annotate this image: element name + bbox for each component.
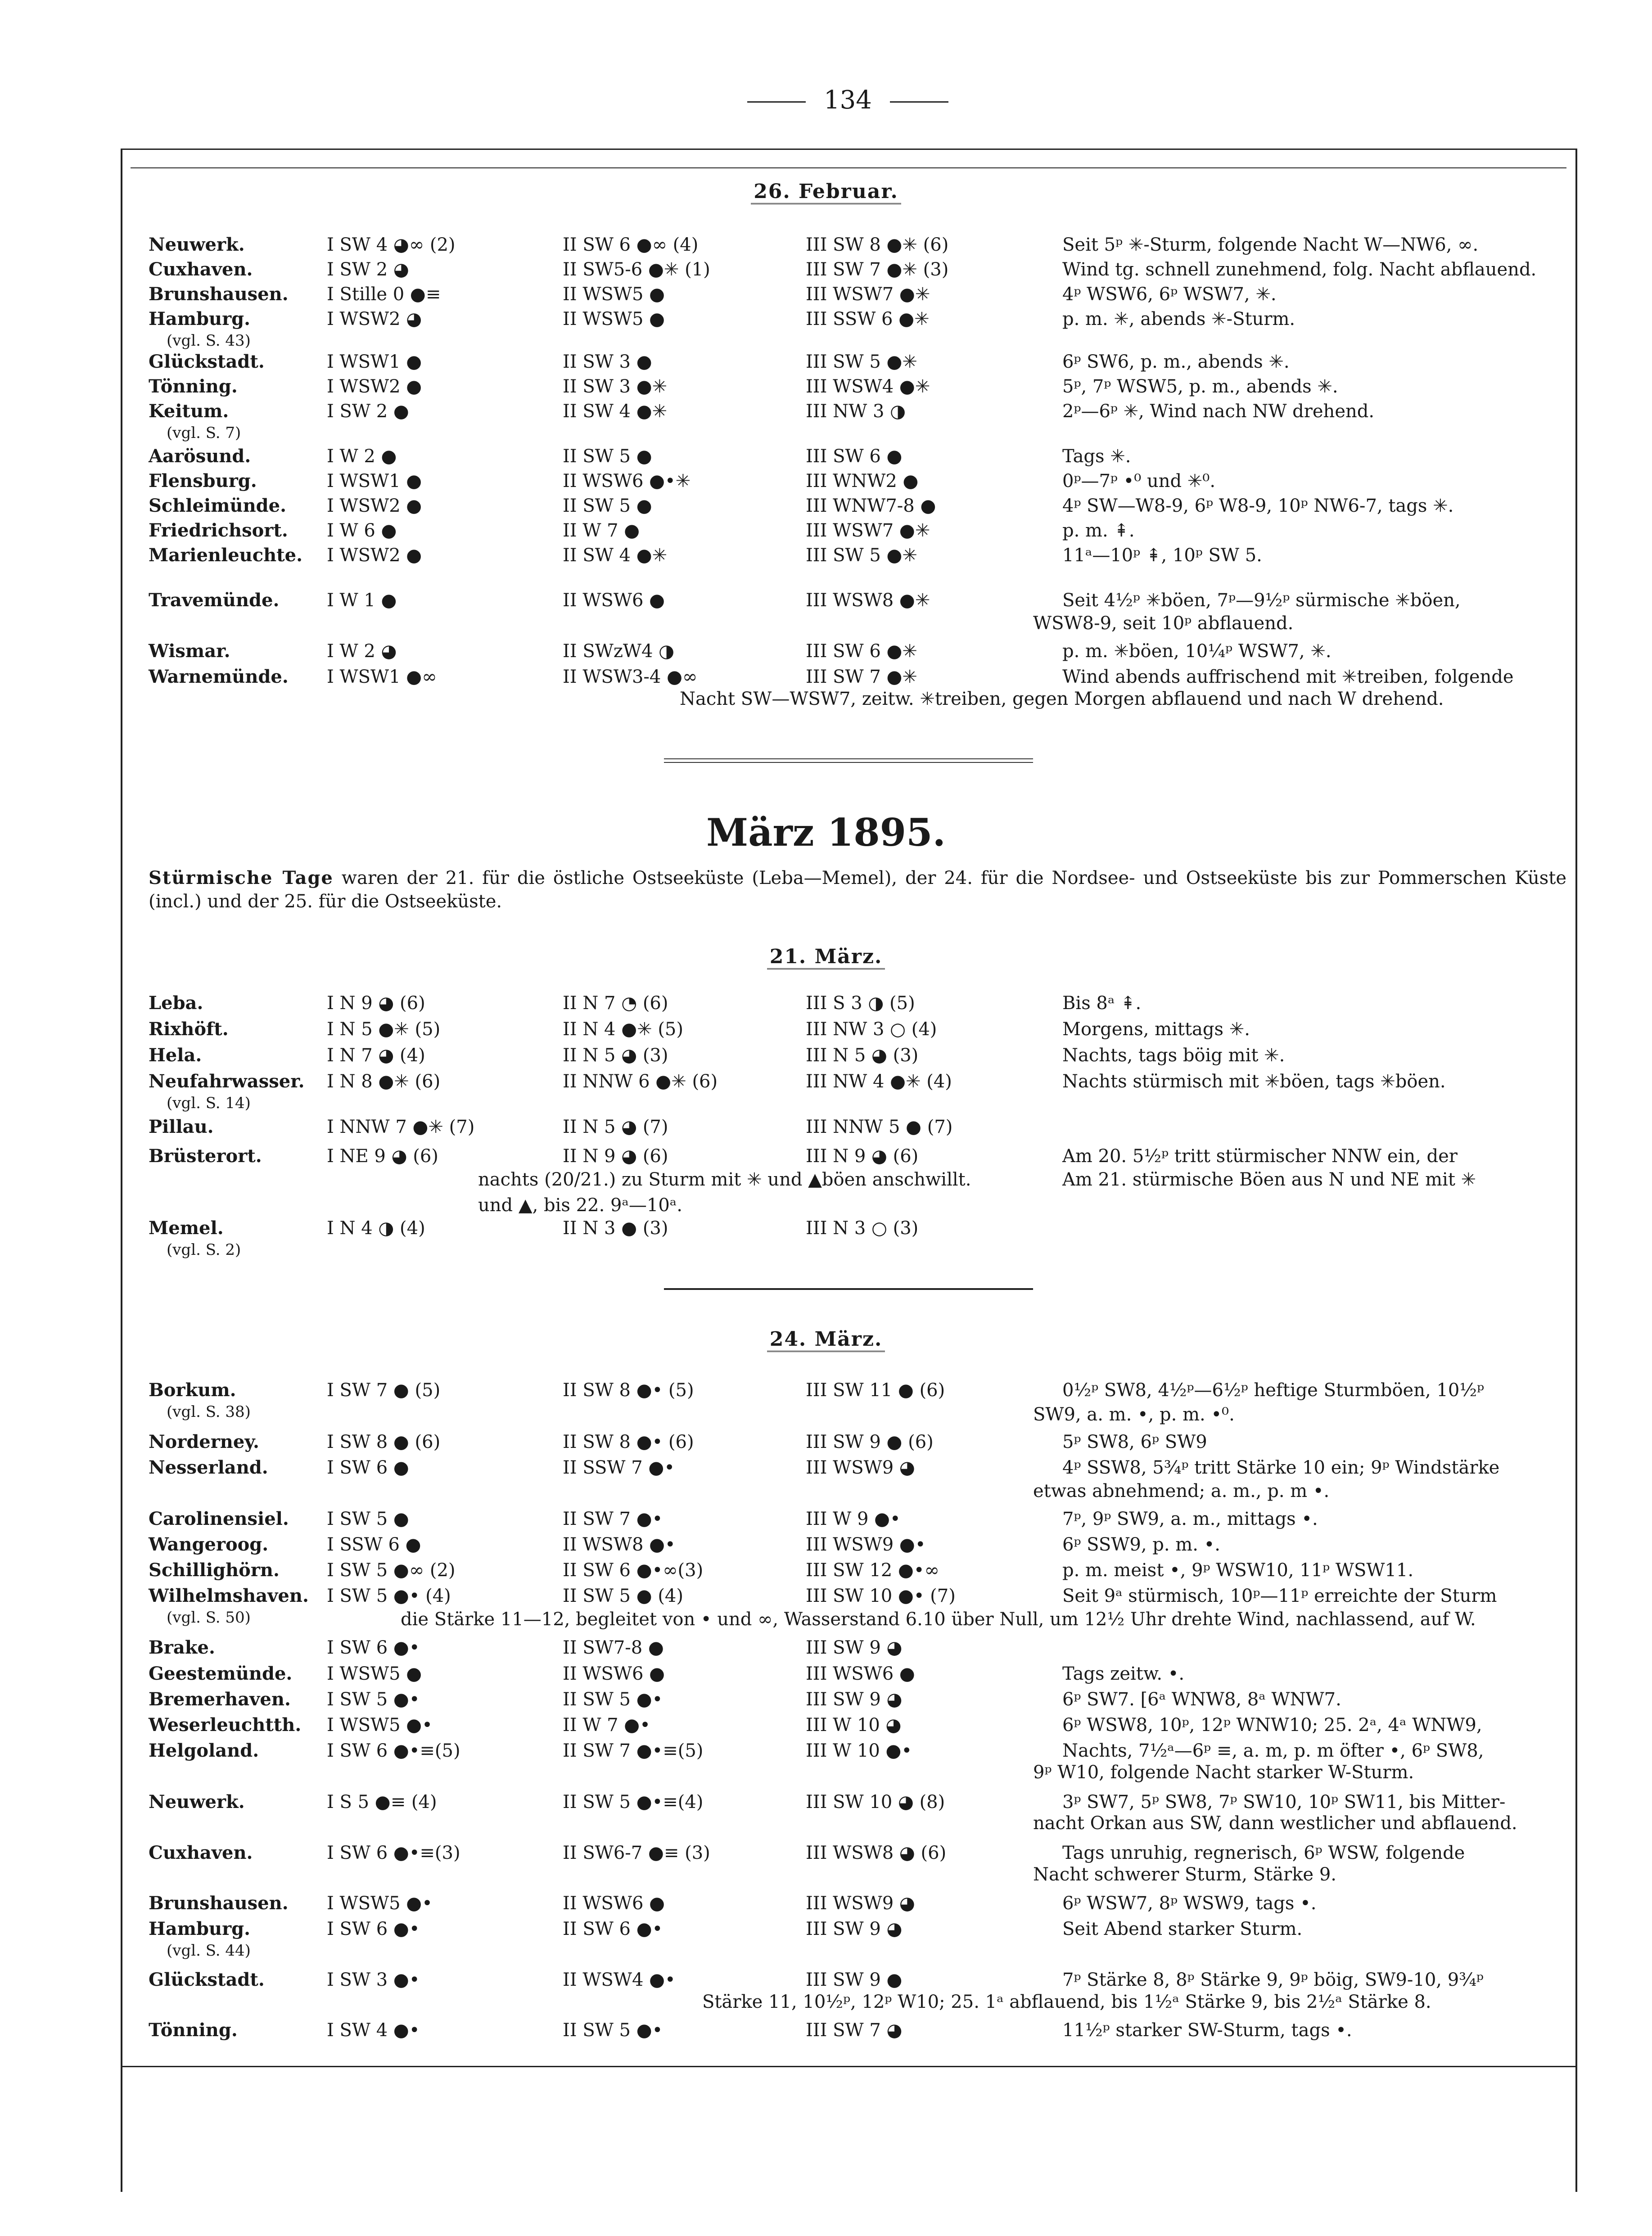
table-row — [0, 1890, 1652, 1916]
obs-midday: II N 4 ●✳ (5) — [563, 1019, 683, 1040]
obs-midday: II WSW4 ●• — [563, 1970, 676, 1990]
station-name: Pillau. — [149, 1116, 214, 1137]
remark: Tags unruhig, regnerisch, 6ᵖ WSW, folgende — [1062, 1843, 1465, 1863]
obs-midday: II SSW 7 ●• — [563, 1457, 675, 1478]
obs-midday: II SW 5 ● — [563, 496, 652, 516]
remark: 7ᵖ Stärke 8, 8ᵖ Stärke 9, 9ᵖ böig, SW9-10, 9¾ᵖ — [1062, 1970, 1484, 1990]
page-number-text: 134 — [824, 86, 872, 115]
obs-midday: II SW 3 ●✳ — [563, 376, 668, 397]
station-name: Travemünde. — [149, 590, 280, 611]
obs-evening: III WNW7-8 ● — [806, 496, 936, 516]
obs-evening: III WSW8 ●✳ — [806, 590, 930, 611]
obs-evening: III SW 9 ● — [806, 1970, 903, 1990]
obs-morning: I WSW1 ● — [327, 471, 422, 491]
table-row — [0, 1429, 1652, 1455]
station-name: Leba. — [149, 992, 203, 1014]
table-row — [0, 398, 1652, 442]
cuxhaven-remark-continuation: Nacht schwerer Sturm, Stärke 9. — [1033, 1864, 1336, 1885]
obs-midday: II N 7 ◔ (6) — [563, 993, 668, 1014]
obs-midday: II N 5 ◕ (3) — [563, 1045, 668, 1066]
storm-days-label: Stürmische Tage — [149, 867, 334, 888]
frame-top-rule — [121, 149, 1577, 150]
obs-midday: II N 9 ◕ (6) — [563, 1146, 668, 1167]
storm-days-text: waren der 21. für die östliche Ostseeküste (Leba—Memel), der 24. für die Nordsee- und Ostseeküste bis zur Pommerschen Küste (incl.) und der 25. für die Ostseeküste. — [149, 868, 1566, 912]
table-row — [0, 1557, 1652, 1583]
obs-morning: I W 2 ● — [327, 446, 397, 467]
table-row — [0, 1789, 1652, 1815]
obs-midday: II SW 5 ●• — [563, 1689, 663, 1710]
station-reference: (vgl. S. 43) — [167, 332, 251, 350]
table-row — [0, 638, 1652, 664]
storm-days-intro — [149, 866, 1566, 913]
obs-morning: I N 7 ◕ (4) — [327, 1045, 425, 1066]
remark: Nachts, 7½ᵃ—6ᵖ ≡, a. m, p. m öfter •, 6ᵖ SW8, — [1062, 1740, 1484, 1761]
station-name: Schleimünde. — [149, 495, 286, 516]
table-row — [0, 587, 1652, 613]
obs-morning: I SW 6 ●• — [327, 1919, 420, 1939]
table-row — [0, 1532, 1652, 1558]
remark: Seit 5ᵖ ✳-Sturm, folgende Nacht W—NW6, ∞. — [1062, 234, 1479, 255]
obs-morning: I N 4 ◑ (4) — [327, 1218, 425, 1239]
obs-evening: III N 5 ◕ (3) — [806, 1045, 919, 1066]
obs-evening: III WNW2 ● — [806, 471, 919, 491]
obs-midday: II WSW8 ●• — [563, 1534, 676, 1555]
remark: Nachts stürmisch mit ✳böen, tags ✳böen. — [1062, 1071, 1446, 1092]
station-reference: (vgl. S. 7) — [167, 424, 241, 442]
obs-morning: I SW 4 ●• — [327, 2020, 420, 2041]
glueckstadt-remark-continuation: Stärke 11, 10½ᵖ, 12ᵖ W10; 25. 1ᵃ abflauend, bis 1½ᵃ Stärke 9, bis 2½ᵃ Stärke 8. — [702, 1992, 1431, 2012]
table-row — [0, 2017, 1652, 2043]
station-name: Helgoland. — [149, 1740, 259, 1761]
station-name: Borkum. — [149, 1379, 236, 1401]
station-name: Tönning. — [149, 2020, 238, 2041]
obs-midday: II SW 5 ● — [563, 446, 652, 467]
table-row — [0, 443, 1652, 469]
station-reference: (vgl. S. 44) — [167, 1942, 251, 1960]
remark: p. m. ✳, abends ✳-Sturm. — [1062, 309, 1295, 329]
bruesterort-remark-line2-right: Am 21. stürmische Böen aus N und NE mit ✳ — [1062, 1169, 1476, 1190]
station-name: Warnemünde. — [149, 666, 289, 687]
remark: Morgens, mittags ✳. — [1062, 1019, 1250, 1040]
obs-evening: III S 3 ◑ (5) — [806, 993, 915, 1014]
remark: 6ᵖ SW6, p. m., abends ✳. — [1062, 352, 1290, 372]
obs-morning: I SSW 6 ● — [327, 1534, 421, 1555]
table-row — [0, 493, 1652, 519]
obs-midday: II N 3 ● (3) — [563, 1218, 668, 1239]
remark: 2ᵖ—6ᵖ ✳, Wind nach NW drehend. — [1062, 401, 1375, 422]
table-row — [0, 1916, 1652, 1960]
obs-midday: II SW 4 ●✳ — [563, 401, 668, 422]
obs-morning: I WSW5 ●• — [327, 1715, 433, 1736]
obs-evening: III SW 8 ●✳ (6) — [806, 234, 949, 255]
station-name: Weserleuchtth. — [149, 1714, 302, 1736]
obs-evening: III SW 10 ●• (7) — [806, 1586, 956, 1606]
obs-evening: III NW 3 ○ (4) — [806, 1019, 937, 1040]
station-name: Cuxhaven. — [149, 259, 253, 280]
station-name: Neufahrwasser. — [149, 1071, 305, 1092]
station-name: Geestemünde. — [149, 1663, 293, 1684]
remark: 11½ᵖ starker SW-Sturm, tags •. — [1062, 2020, 1352, 2041]
obs-morning: I SW 5 ● — [327, 1509, 409, 1529]
station-name: Glückstadt. — [149, 351, 265, 372]
obs-morning: I WSW1 ● — [327, 352, 422, 372]
helgoland-remark-continuation: 9ᵖ W10, folgende Nacht starker W-Sturm. — [1033, 1762, 1414, 1783]
station-name: Schillighörn. — [149, 1560, 280, 1581]
station-name: Norderney. — [149, 1431, 259, 1452]
table-row — [0, 1016, 1652, 1042]
obs-morning: I SW 2 ● — [327, 401, 409, 422]
station-name: Friedrichsort. — [149, 520, 288, 541]
station-name: Hela. — [149, 1045, 202, 1066]
station-name: Wilhelmshaven. — [149, 1585, 309, 1606]
station-name: Carolinensiel. — [149, 1508, 289, 1529]
station-reference: (vgl. S. 14) — [167, 1094, 251, 1112]
obs-evening: III SW 7 ●✳ (3) — [806, 259, 949, 280]
remark: 6ᵖ SW7. [6ᵃ WNW8, 8ᵃ WNW7. — [1062, 1689, 1341, 1710]
section-heading-text: 21. März. — [767, 945, 885, 969]
obs-midday: II WSW6 ● — [563, 1893, 665, 1914]
remark: Am 20. 5½ᵖ tritt stürmischer NNW ein, der — [1062, 1146, 1458, 1167]
remark: 5ᵖ, 7ᵖ WSW5, p. m., abends ✳. — [1062, 376, 1338, 397]
obs-morning: I WSW2 ◕ — [327, 309, 422, 329]
obs-midday: II SW 3 ● — [563, 352, 652, 372]
table-row — [0, 664, 1652, 690]
obs-midday: II SW 8 ●• (5) — [563, 1380, 694, 1401]
obs-midday: II WSW6 ●•✳ — [563, 471, 691, 491]
obs-midday: II SW 8 ●• (6) — [563, 1432, 694, 1452]
section-heading-text: 24. März. — [767, 1328, 885, 1352]
obs-evening: III SSW 6 ●✳ — [806, 309, 930, 329]
remark: p. m. ⇞. — [1062, 520, 1135, 541]
remark: Tags zeitw. •. — [1062, 1663, 1185, 1684]
travemuende-remark-continuation: WSW8-9, seit 10ᵖ abflauend. — [1033, 613, 1294, 634]
table-row — [0, 1712, 1652, 1738]
remark: 6ᵖ WSW8, 10ᵖ, 12ᵖ WNW10; 25. 2ᵃ, 4ᵃ WNW9, — [1062, 1715, 1482, 1736]
neuwerk-remark-continuation: nacht Orkan aus SW, dann westlicher und abflauend. — [1033, 1813, 1517, 1834]
obs-midday: II WSW5 ● — [563, 284, 665, 305]
obs-evening: III SW 7 ◕ — [806, 2020, 903, 2041]
remark: 4ᵖ WSW6, 6ᵖ WSW7, ✳. — [1062, 284, 1277, 305]
obs-morning: I SW 5 ●∞ (2) — [327, 1560, 456, 1581]
page-number-dash-right — [890, 101, 948, 103]
table-row — [0, 281, 1652, 307]
obs-morning: I SW 3 ●• — [327, 1970, 420, 1990]
remark: 0ᵖ—7ᵖ •⁰ und ✳⁰. — [1062, 471, 1216, 491]
station-name: Neuwerk. — [149, 1791, 245, 1812]
obs-morning: I SW 2 ◕ — [327, 259, 409, 280]
station-name: Keitum. — [149, 401, 229, 422]
obs-evening: III N 9 ◕ (6) — [806, 1146, 919, 1167]
nesserland-remark-continuation: etwas abnehmend; a. m., p. m •. — [1033, 1481, 1330, 1501]
obs-midday: II SW5-6 ●✳ (1) — [563, 259, 710, 280]
obs-morning: I WSW2 ● — [327, 496, 422, 516]
obs-morning: I Stille 0 ●≡ — [327, 284, 441, 305]
table-row — [0, 1042, 1652, 1068]
remark: 3ᵖ SW7, 5ᵖ SW8, 7ᵖ SW10, 10ᵖ SW11, bis Mitter- — [1062, 1792, 1506, 1812]
obs-midday: II SW 4 ●✳ — [563, 545, 668, 566]
warnemuende-remark-continuation: Nacht SW—WSW7, zeitw. ✳treiben, gegen Morgen abflauend und nach W drehend. — [680, 689, 1444, 709]
obs-evening: III WSW7 ●✳ — [806, 520, 930, 541]
remark: p. m. meist •, 9ᵖ WSW10, 11ᵖ WSW11. — [1062, 1560, 1414, 1581]
station-name: Flensburg. — [149, 470, 257, 491]
obs-morning: I SW 5 ●• (4) — [327, 1586, 451, 1606]
obs-evening: III WSW8 ◕ (6) — [806, 1843, 947, 1863]
obs-evening: III SW 6 ● — [806, 446, 903, 467]
table-row — [0, 1661, 1652, 1687]
obs-morning: I SW 5 ●• — [327, 1689, 420, 1710]
obs-morning: I WSW2 ● — [327, 545, 422, 566]
obs-midday: II WSW3-4 ●∞ — [563, 667, 698, 687]
table-row — [0, 1738, 1652, 1764]
obs-morning: I S 5 ●≡ (4) — [327, 1792, 437, 1812]
remark: 11ᵃ—10ᵖ ⇞, 10ᵖ SW 5. — [1062, 545, 1262, 566]
station-name: Hamburg. — [149, 308, 251, 329]
table-row — [0, 306, 1652, 350]
station-name: Wangeroog. — [149, 1534, 269, 1555]
obs-midday: II SW7-8 ● — [563, 1637, 664, 1658]
table-row — [0, 257, 1652, 283]
remark: Bis 8ᵃ ⇞. — [1062, 993, 1142, 1014]
obs-midday: II NNW 6 ●✳ (6) — [563, 1071, 718, 1092]
section-heading-26-februar — [0, 180, 1652, 203]
obs-evening: III NNW 5 ● (7) — [806, 1117, 953, 1137]
table-row — [0, 1455, 1652, 1481]
obs-evening: III SW 11 ● (6) — [806, 1380, 945, 1401]
section-heading-24-maerz — [0, 1328, 1652, 1351]
section-heading-text: 26. Februar. — [751, 180, 901, 204]
page-number-dash-left — [747, 101, 806, 103]
obs-morning: I W 2 ◕ — [327, 641, 397, 662]
obs-midday: II N 5 ◕ (7) — [563, 1117, 668, 1137]
remark: 4ᵖ SW—W8-9, 6ᵖ W8-9, 10ᵖ NW6-7, tags ✳. — [1062, 496, 1454, 516]
obs-evening: III SW 9 ◕ — [806, 1689, 903, 1710]
station-name: Hamburg. — [149, 1918, 251, 1939]
bruesterort-remark-line2-left: nachts (20/21.) zu Sturm mit ✳ und ▲böen anschwillt. — [478, 1169, 971, 1190]
wilhelmshaven-remark-continuation: die Stärke 11—12, begleitet von • und ∞, Wasserstand 6.10 über Null, um 12½ Uhr drehte Wind, nachlassend, auf W. — [401, 1609, 1476, 1630]
obs-midday: II SW6-7 ●≡ (3) — [563, 1843, 710, 1863]
obs-evening: III SW 5 ●✳ — [806, 545, 917, 566]
obs-morning: I SW 6 ●•≡(3) — [327, 1843, 460, 1863]
obs-evening: III SW 5 ●✳ — [806, 352, 917, 372]
obs-morning: I N 8 ●✳ (6) — [327, 1071, 441, 1092]
obs-morning: I SW 4 ◕∞ (2) — [327, 234, 456, 255]
obs-evening: III WSW9 ◕ — [806, 1893, 915, 1914]
obs-midday: II SW 7 ●• — [563, 1509, 663, 1529]
obs-morning: I W 1 ● — [327, 590, 397, 611]
obs-evening: III NW 4 ●✳ (4) — [806, 1071, 952, 1092]
obs-evening: III NW 3 ◑ — [806, 401, 906, 422]
remark: 5ᵖ SW8, 6ᵖ SW9 — [1062, 1432, 1207, 1452]
remark: Seit Abend starker Sturm. — [1062, 1919, 1303, 1939]
station-name: Rixhöft. — [149, 1019, 229, 1040]
obs-midday: II SW 6 ●• — [563, 1919, 663, 1939]
table-row — [0, 1143, 1652, 1169]
table-row — [0, 1840, 1652, 1866]
section-divider-rule — [664, 1288, 1033, 1290]
table-row — [0, 349, 1652, 375]
obs-midday: II WSW6 ● — [563, 1663, 665, 1684]
station-name: Nesserland. — [149, 1457, 268, 1478]
station-name: Brunshausen. — [149, 284, 289, 305]
obs-evening: III SW 10 ◕ (8) — [806, 1792, 945, 1812]
obs-morning: I SW 8 ● (6) — [327, 1432, 441, 1452]
obs-morning: I N 9 ◕ (6) — [327, 993, 425, 1014]
obs-midday: II W 7 ●• — [563, 1715, 650, 1736]
obs-morning: I WSW2 ● — [327, 376, 422, 397]
obs-evening: III SW 9 ◕ — [806, 1637, 903, 1658]
station-reference: (vgl. S. 2) — [167, 1241, 241, 1259]
table-row — [0, 1635, 1652, 1661]
table-row — [0, 468, 1652, 494]
table-row — [0, 1506, 1652, 1532]
obs-morning: I SW 6 ● — [327, 1457, 409, 1478]
remark: Seit 9ᵃ stürmisch, 10ᵖ—11ᵖ erreichte der Sturm — [1062, 1586, 1497, 1606]
station-reference: (vgl. S. 38) — [167, 1403, 251, 1421]
table-row — [0, 990, 1652, 1016]
obs-midday: II SWzW4 ◑ — [563, 641, 675, 662]
station-reference: (vgl. S. 50) — [167, 1609, 251, 1627]
obs-midday: II SW 6 ●•∞(3) — [563, 1560, 704, 1581]
obs-midday: II SW 5 ●• — [563, 2020, 663, 2041]
obs-morning: I NE 9 ◕ (6) — [327, 1146, 438, 1167]
obs-midday: II SW 7 ●•≡(5) — [563, 1740, 704, 1761]
obs-morning: I WSW5 ●• — [327, 1893, 433, 1914]
obs-morning: I N 5 ●✳ (5) — [327, 1019, 441, 1040]
obs-morning: I SW 7 ● (5) — [327, 1380, 441, 1401]
obs-morning: I SW 6 ●• — [327, 1637, 420, 1658]
section-heading-21-maerz — [0, 945, 1652, 968]
obs-evening: III W 10 ●• — [806, 1740, 912, 1761]
remark: 0½ᵖ SW8, 4½ᵖ—6½ᵖ heftige Sturmböen, 10½ᵖ — [1062, 1380, 1485, 1401]
station-name: Memel. — [149, 1217, 224, 1239]
table-row — [0, 232, 1652, 258]
obs-morning: I NNW 7 ●✳ (7) — [327, 1117, 475, 1137]
station-name: Aarösund. — [149, 446, 251, 467]
borkum-remark-continuation: SW9, a. m. •, p. m. •⁰. — [1033, 1404, 1235, 1425]
obs-midday: II WSW6 ● — [563, 590, 665, 611]
obs-evening: III SW 6 ●✳ — [806, 641, 917, 662]
station-name: Wismar. — [149, 640, 230, 662]
remark: Seit 4½ᵖ ✳böen, 7ᵖ—9½ᵖ sürmische ✳böen, — [1062, 590, 1461, 611]
table-row — [0, 1215, 1652, 1259]
obs-evening: III SW 9 ◕ — [806, 1919, 903, 1939]
obs-midday: II W 7 ● — [563, 520, 640, 541]
obs-morning: I W 6 ● — [327, 520, 397, 541]
remark: 4ᵖ SSW8, 5¾ᵖ tritt Stärke 10 ein; 9ᵖ Windstärke — [1062, 1457, 1500, 1478]
obs-evening: III WSW7 ●✳ — [806, 284, 930, 305]
remark: Nachts, tags böig mit ✳. — [1062, 1045, 1285, 1066]
station-name: Brüsterort. — [149, 1145, 262, 1167]
month-title: März 1895. — [706, 810, 946, 855]
obs-evening: III SW 7 ●✳ — [806, 667, 917, 687]
obs-evening: III W 10 ◕ — [806, 1715, 902, 1736]
bruesterort-remark-line3: und ▲, bis 22. 9ᵃ—10ᵃ. — [478, 1195, 682, 1216]
obs-morning: I WSW1 ●∞ — [327, 667, 437, 687]
station-name: Marienleuchte. — [149, 545, 303, 566]
obs-evening: III WSW9 ◕ — [806, 1457, 915, 1478]
obs-evening: III WSW9 ●• — [806, 1534, 926, 1555]
obs-midday: II WSW5 ● — [563, 309, 665, 329]
obs-midday: II SW 5 ●•≡(4) — [563, 1792, 704, 1812]
obs-evening: III SW 12 ●•∞ — [806, 1560, 939, 1581]
frame-bottom-rule — [121, 2066, 1577, 2067]
obs-midday: II SW 6 ●∞ (4) — [563, 234, 699, 255]
remark: Tags ✳. — [1062, 446, 1131, 467]
table-row — [0, 1068, 1652, 1112]
frame-top-rule-inner — [131, 167, 1566, 168]
remark: Wind abends auffrischend mit ✳treiben, folgende — [1062, 667, 1514, 687]
section-divider-double-rule — [664, 758, 1033, 763]
obs-morning: I SW 6 ●•≡(5) — [327, 1740, 460, 1761]
obs-evening: III W 9 ●• — [806, 1509, 901, 1529]
obs-midday: II SW 5 ● (4) — [563, 1586, 683, 1606]
station-name: Brunshausen. — [149, 1893, 289, 1914]
remark: 7ᵖ, 9ᵖ SW9, a. m., mittags •. — [1062, 1509, 1318, 1529]
station-name: Brake. — [149, 1637, 215, 1658]
table-row — [0, 542, 1652, 568]
station-name: Bremerhaven. — [149, 1689, 291, 1710]
table-row — [0, 1967, 1652, 1993]
obs-morning: I WSW5 ● — [327, 1663, 422, 1684]
remark: 6ᵖ WSW7, 8ᵖ WSW9, tags •. — [1062, 1893, 1317, 1914]
station-name: Cuxhaven. — [149, 1842, 253, 1863]
remark: 6ᵖ SSW9, p. m. •. — [1062, 1534, 1220, 1555]
remark: Wind tg. schnell zunehmend, folg. Nacht abflauend. — [1062, 259, 1537, 280]
page-number — [729, 86, 963, 117]
obs-evening: III WSW6 ● — [806, 1663, 915, 1684]
table-row — [0, 518, 1652, 544]
station-name: Tönning. — [149, 376, 238, 397]
table-row — [0, 1686, 1652, 1713]
table-row — [0, 1114, 1652, 1140]
station-name: Neuwerk. — [149, 234, 245, 255]
obs-evening: III N 3 ○ (3) — [806, 1218, 919, 1239]
table-row — [0, 374, 1652, 400]
station-name: Glückstadt. — [149, 1969, 265, 1990]
remark: p. m. ✳böen, 10¼ᵖ WSW7, ✳. — [1062, 641, 1332, 662]
obs-evening: III WSW4 ●✳ — [806, 376, 930, 397]
obs-evening: III SW 9 ● (6) — [806, 1432, 934, 1452]
